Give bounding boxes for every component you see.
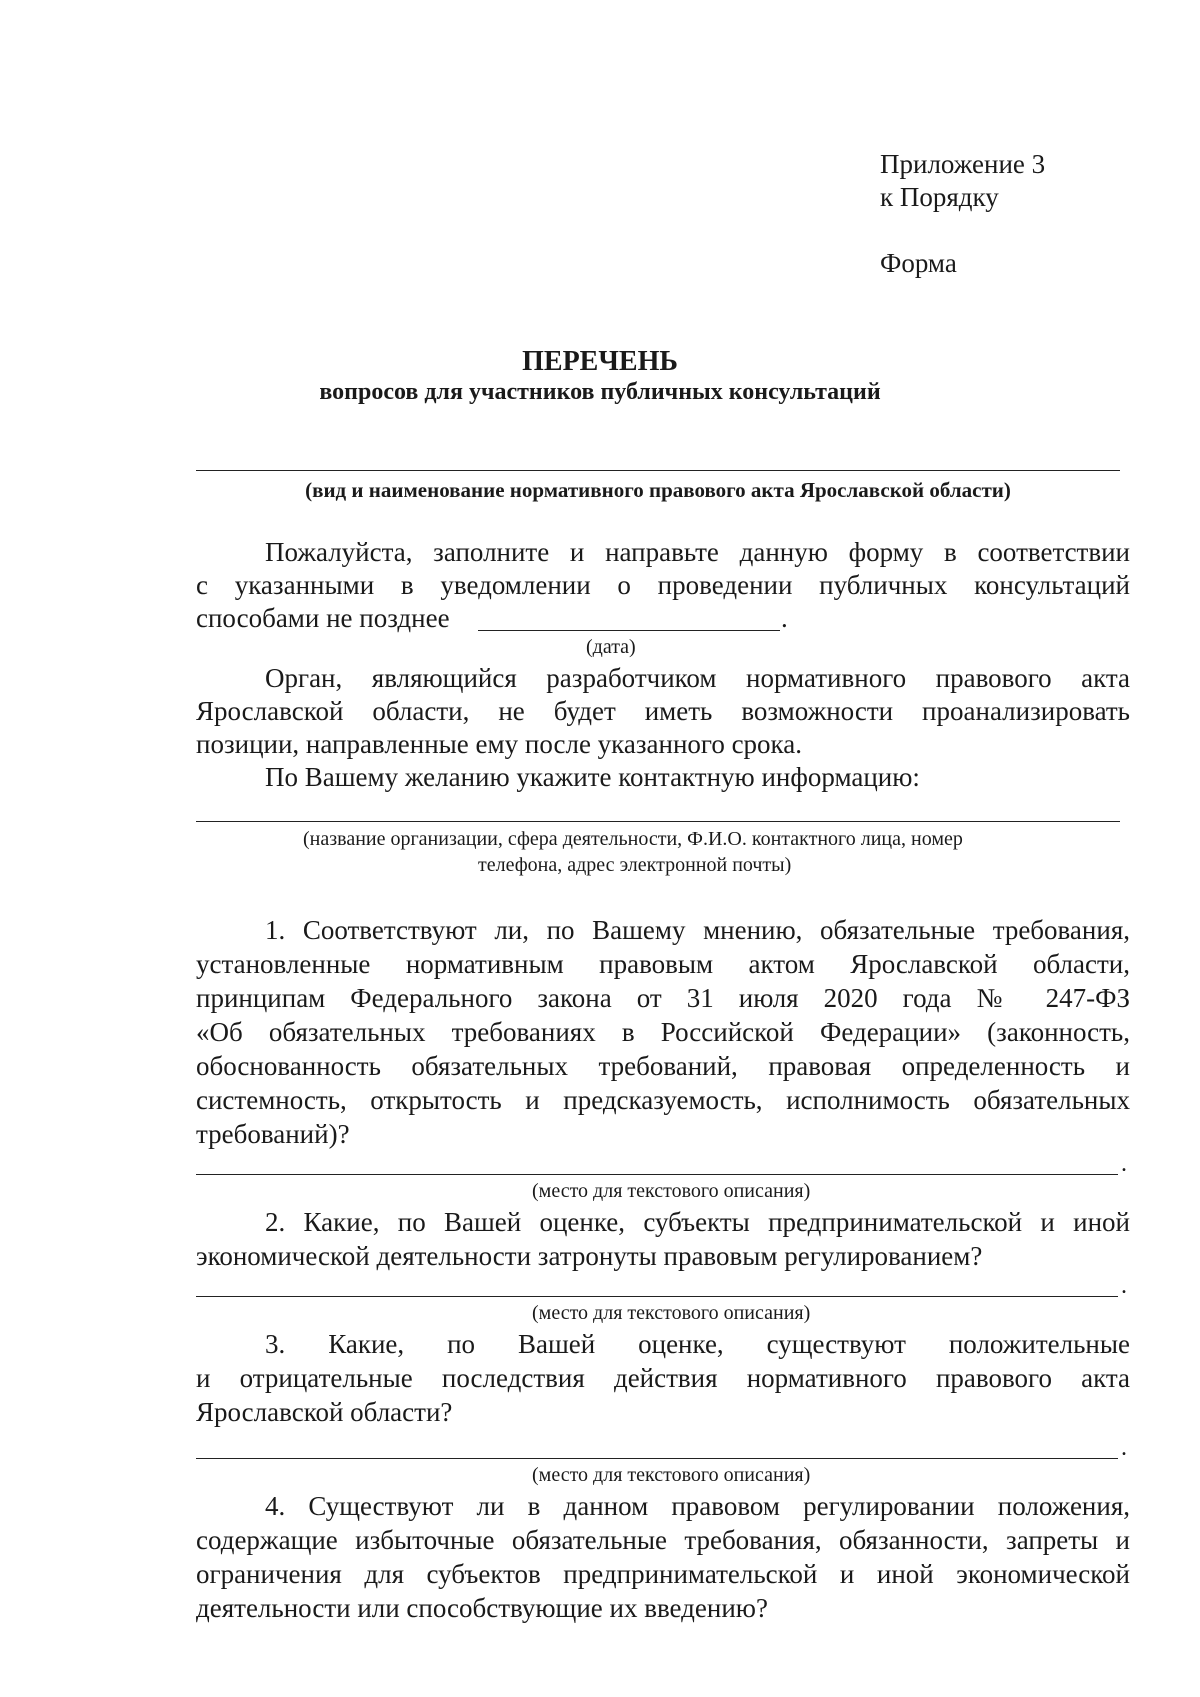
question-2-line-1: 2. Какие, по Вашей оценке, субъекты предпринимательской и иной [265,1207,1130,1237]
question-1-line-6: системность, открытость и предсказуемость, исполнимость обязательных [196,1085,1130,1115]
question-1-line-3: принципам Федерального закона от 31 июля 2020 года № 247-ФЗ [196,983,1130,1013]
intro-line-2: с указанными в уведомлении о проведении публичных консультаций [196,570,1130,600]
deadline-date-field[interactable] [478,630,780,631]
document-subtitle: вопросов для участников публичных консультаций [319,379,881,405]
contact-info-field[interactable] [196,821,1120,822]
question-4-line-4: деятельности или способствующие их введению? [196,1593,768,1623]
act-name-field[interactable] [196,470,1120,471]
contact-prompt: По Вашему желанию укажите контактную информацию: [265,762,920,792]
organ-line-3: позиции, направленные ему после указанного срока. [196,729,802,759]
question-3-line-2: и отрицательные последствия действия нормативного правового акта [196,1363,1130,1393]
date-caption: (дата) [586,636,636,658]
question-3-answer-end: . [1121,1435,1127,1461]
question-1-line-7: требований)? [196,1119,350,1149]
organ-line-1: Орган, являющийся разработчиком нормативного правового акта [265,663,1130,693]
question-1-answer-caption: (место для текстового описания) [532,1180,811,1202]
contact-caption-line-1: (название организации, сфера деятельности, Ф.И.О. контактного лица, номер [303,828,963,850]
intro-line-3: способами не позднее [196,603,450,633]
form-label: Форма [880,248,957,278]
question-1-answer-end: . [1121,1151,1127,1177]
order-reference: к Порядку [880,182,999,212]
question-3-answer-field[interactable] [196,1458,1118,1459]
question-4-line-2: содержащие избыточные обязательные требования, обязанности, запреты и [196,1525,1130,1555]
question-3-answer-caption: (место для текстового описания) [532,1464,811,1486]
organ-line-2: Ярославской области, не будет иметь возможности проанализировать [196,696,1130,726]
question-4-line-1: 4. Существуют ли в данном правовом регулировании положения, [265,1491,1130,1521]
question-4-line-3: ограничения для субъектов предпринимательской и иной экономической [196,1559,1130,1589]
question-1-line-4: «Об обязательных требованиях в Российской Федерации» (законность, [196,1017,1130,1047]
document-title: ПЕРЕЧЕНЬ [522,346,678,377]
appendix-label: Приложение 3 [880,149,1046,179]
question-1-line-1: 1. Соответствуют ли, по Вашему мнению, обязательные требования, [265,915,1130,945]
intro-line-1: Пожалуйста, заполните и направьте данную форму в соответствии [265,537,1130,567]
act-name-caption: (вид и наименование нормативного правового акта Ярославской области) [305,478,1011,502]
question-3-line-1: 3. Какие, по Вашей оценке, существуют положительные [265,1329,1130,1359]
intro-line-3-end: . [781,603,788,633]
question-2-answer-end: . [1121,1273,1127,1299]
question-2-answer-field[interactable] [196,1296,1118,1297]
question-2-line-2: экономической деятельности затронуты правовым регулированием? [196,1241,983,1271]
contact-caption-line-2: телефона, адрес электронной почты) [478,854,792,876]
question-1-line-5: обоснованность обязательных требований, правовая определенность и [196,1051,1130,1081]
question-1-answer-field[interactable] [196,1174,1118,1175]
question-2-answer-caption: (место для текстового описания) [532,1302,811,1324]
question-3-line-3: Ярославской области? [196,1397,453,1427]
question-1-line-2: установленные нормативным правовым актом Ярославской области, [196,949,1130,979]
